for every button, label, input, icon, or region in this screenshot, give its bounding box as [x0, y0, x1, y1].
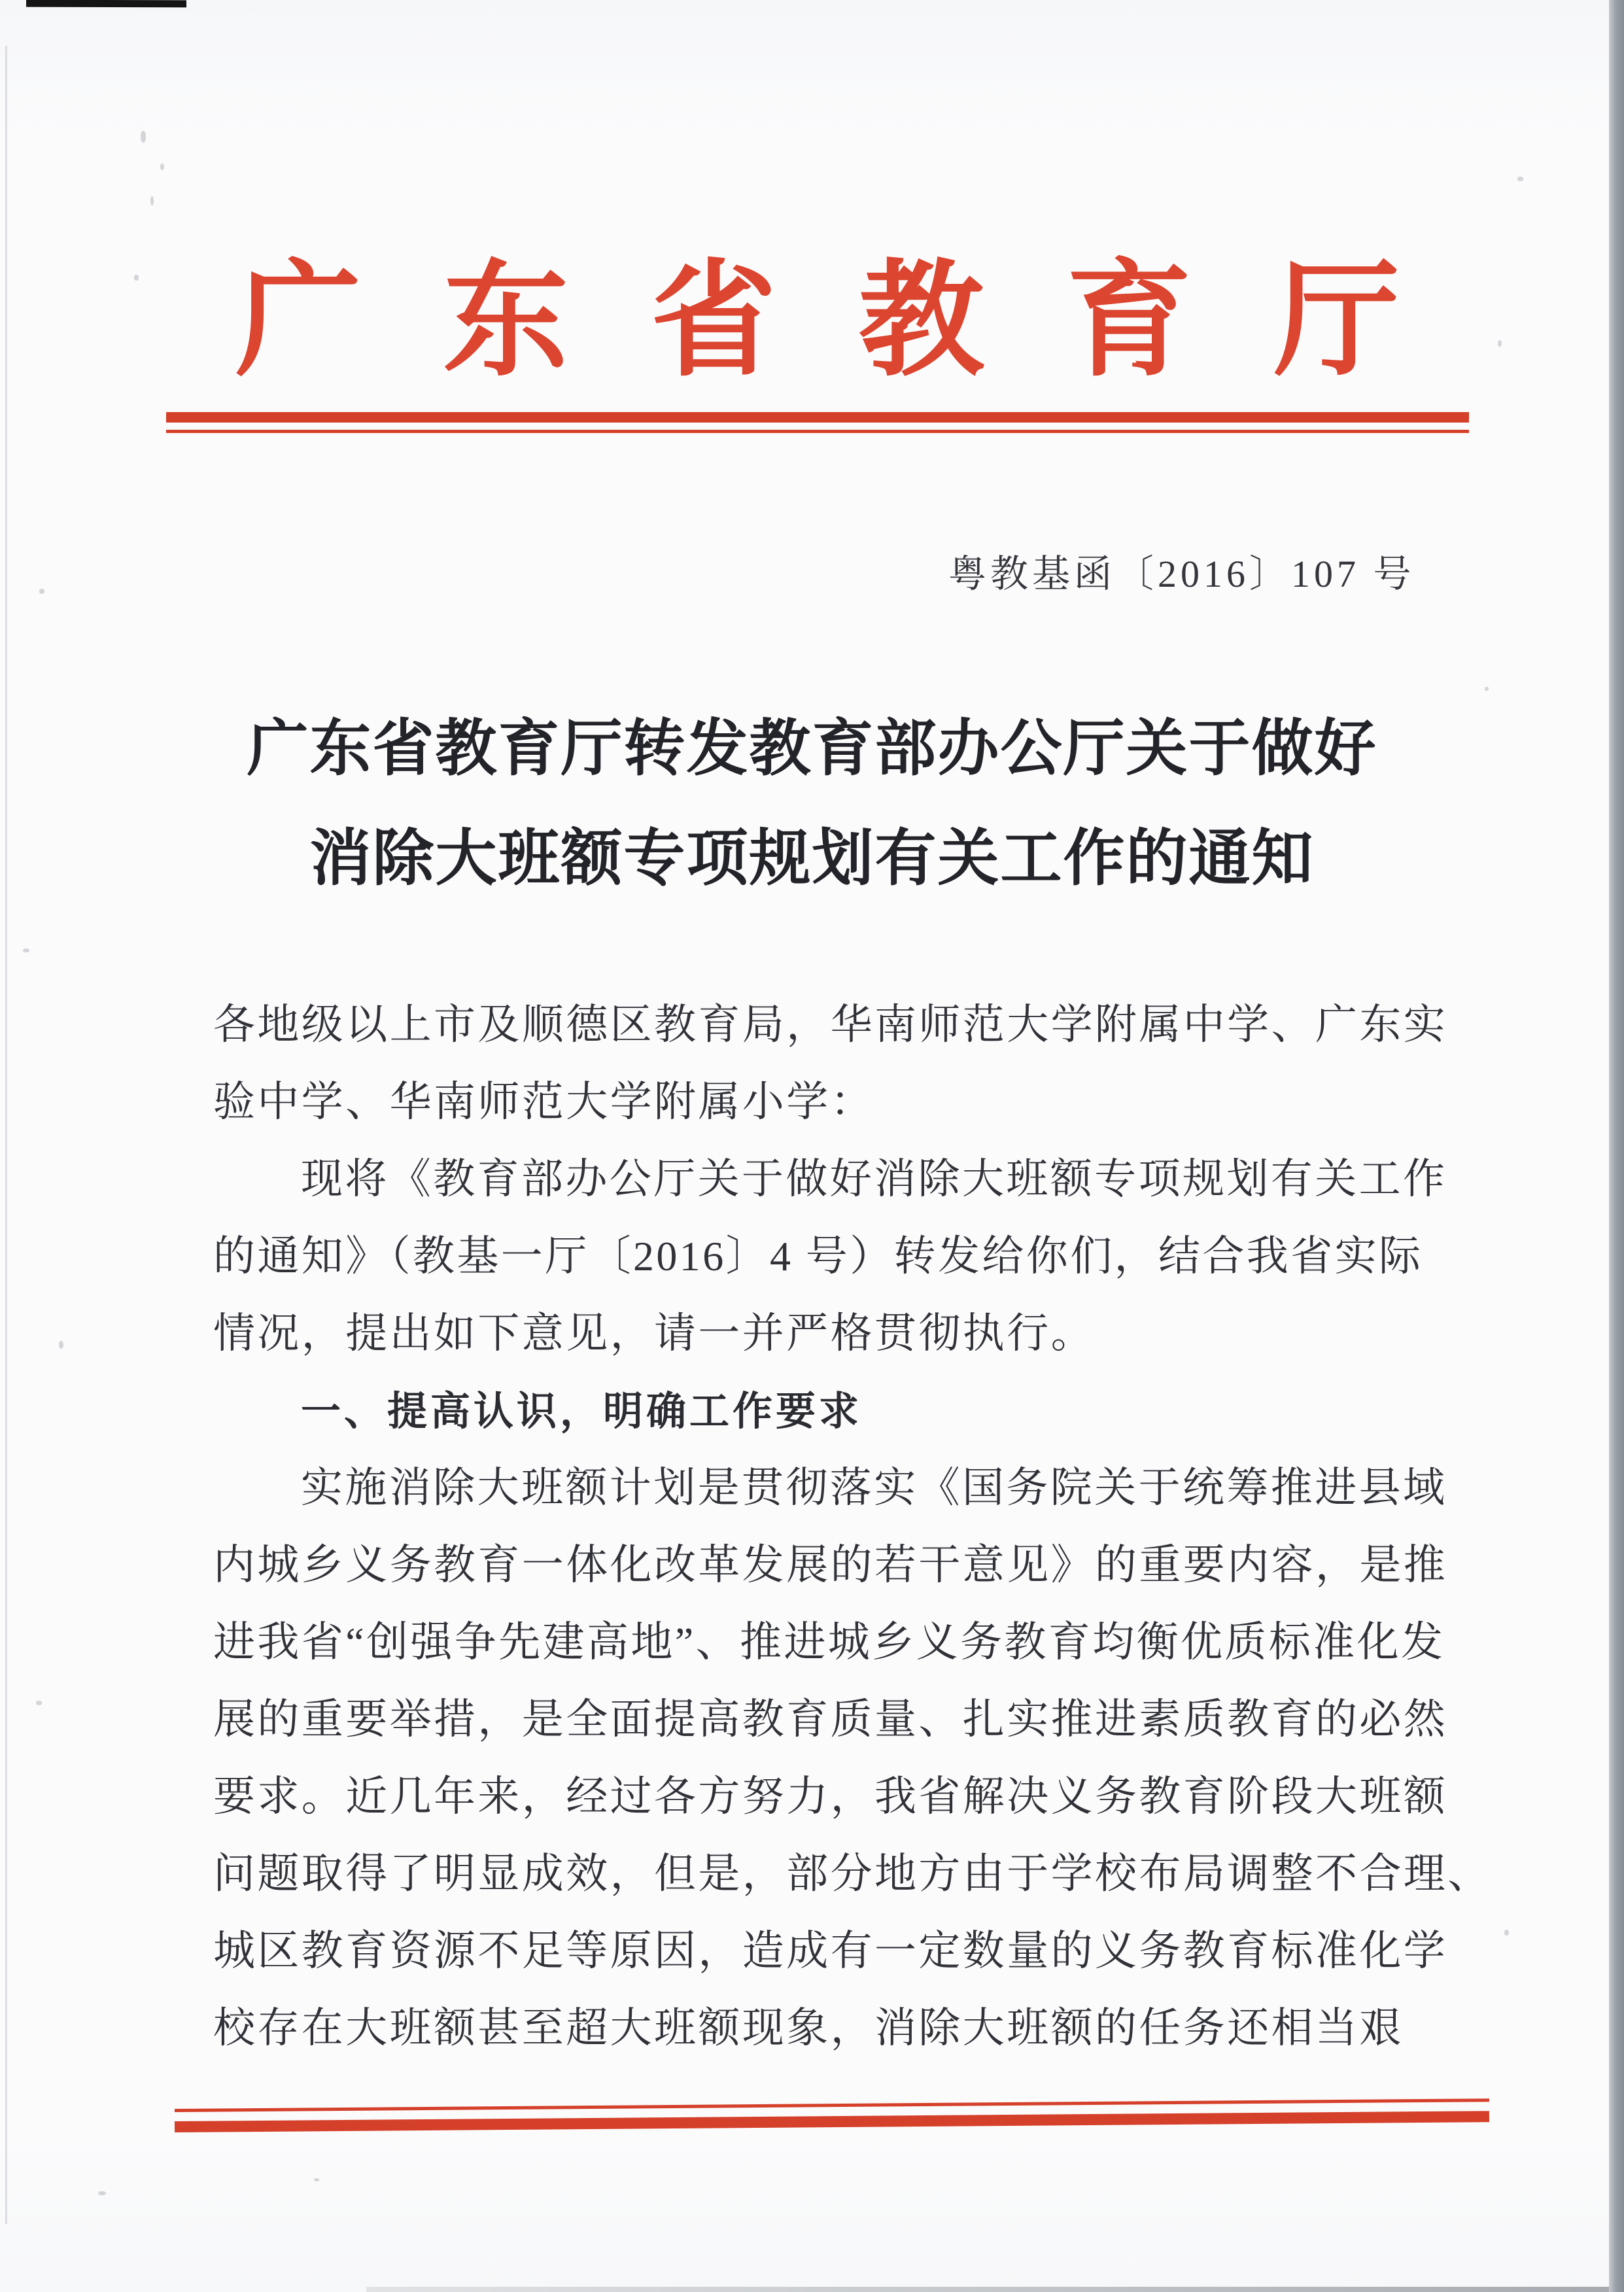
scan-speck [36, 1701, 42, 1705]
scan-edge-left-line [5, 46, 7, 2224]
body-line: 实施消除大班额计划是贯彻落实《国务院关于统筹推进县域 [301, 1465, 1447, 1511]
scan-edge-top-bar [26, 0, 186, 7]
body-line: 校存在大班额甚至超大班额现象，消除大班额的任务还相当艰 [213, 2005, 1404, 2051]
body-line: 的通知》（教基一厅〔2016〕4 号）转发给你们，结合我省实际 [213, 1233, 1423, 1279]
body-line: 内城乡义务教育一体化改革发展的若干意见》的重要内容，是推 [213, 1542, 1448, 1588]
agency-name-char: 省 [651, 252, 777, 391]
agency-name-char: 教 [858, 252, 984, 391]
document-title-line1: 广东省教育厅转发教育部办公厅关于做好 [247, 715, 1377, 783]
document-title-line2: 消除大班额专项规划有关工作的通知 [309, 825, 1315, 893]
scan-speck [1504, 1930, 1509, 1936]
footer-rule-thick [175, 2111, 1489, 2132]
header-rule-thick [166, 412, 1469, 423]
agency-name-char: 育 [1066, 252, 1192, 391]
agency-header [235, 252, 1400, 391]
scan-speck [1485, 687, 1489, 691]
body-line-addressees-1: 各地级以上市及顺德区教育局，华南师范大学附属中学、广东实 [213, 1001, 1448, 1048]
agency-name-char: 厅 [1273, 252, 1400, 391]
scan-speck [98, 2191, 106, 2195]
scan-speck [23, 948, 29, 952]
scan-edge-bottom-shadow [366, 2287, 1609, 2292]
section-heading-1: 一、提高认识，明确工作要求 [301, 1389, 863, 1433]
scan-speck [150, 196, 154, 205]
footer-rule-thin [175, 2098, 1489, 2112]
scan-speck [39, 589, 44, 594]
body-line: 现将《教育部办公厅关于做好消除大班额专项规划有关工作 [301, 1156, 1447, 1202]
body-line: 问题取得了明显成效，但是，部分地方由于学校布局调整不合理、 [213, 1850, 1492, 1897]
scan-edge-right-shadow [1609, 0, 1624, 2292]
agency-name-char: 广 [235, 252, 361, 391]
scan-speck [141, 131, 146, 143]
body-line: 展的重要举措，是全面提高教育质量、扎实推进素质教育的必然 [213, 1696, 1448, 1743]
scan-speck [314, 2178, 319, 2181]
scan-speck [160, 164, 164, 170]
scan-speck [59, 1341, 63, 1349]
body-line: 要求。近几年来，经过各方努力，我省解决义务教育阶段大班额 [213, 1773, 1448, 1820]
scan-speck [134, 275, 139, 281]
header-rule-thin [166, 430, 1469, 433]
body-line: 城区教育资源不足等原因，造成有一定数量的义务教育标准化学 [213, 1928, 1448, 1974]
agency-name-char: 东 [443, 252, 569, 391]
scan-speck [1498, 340, 1502, 347]
body-line: 情况，提出如下意见，请一并严格贯彻执行。 [213, 1310, 1095, 1357]
document-number: 粤教基函〔2016〕107 号 [948, 553, 1415, 595]
body-line: 进我省“创强争先建高地”、推进城乡义务教育均衡优质标准化发 [213, 1619, 1445, 1665]
scan-speck [1517, 177, 1523, 181]
body-line-addressees-2: 验中学、华南师范大学附属小学： [213, 1079, 874, 1125]
